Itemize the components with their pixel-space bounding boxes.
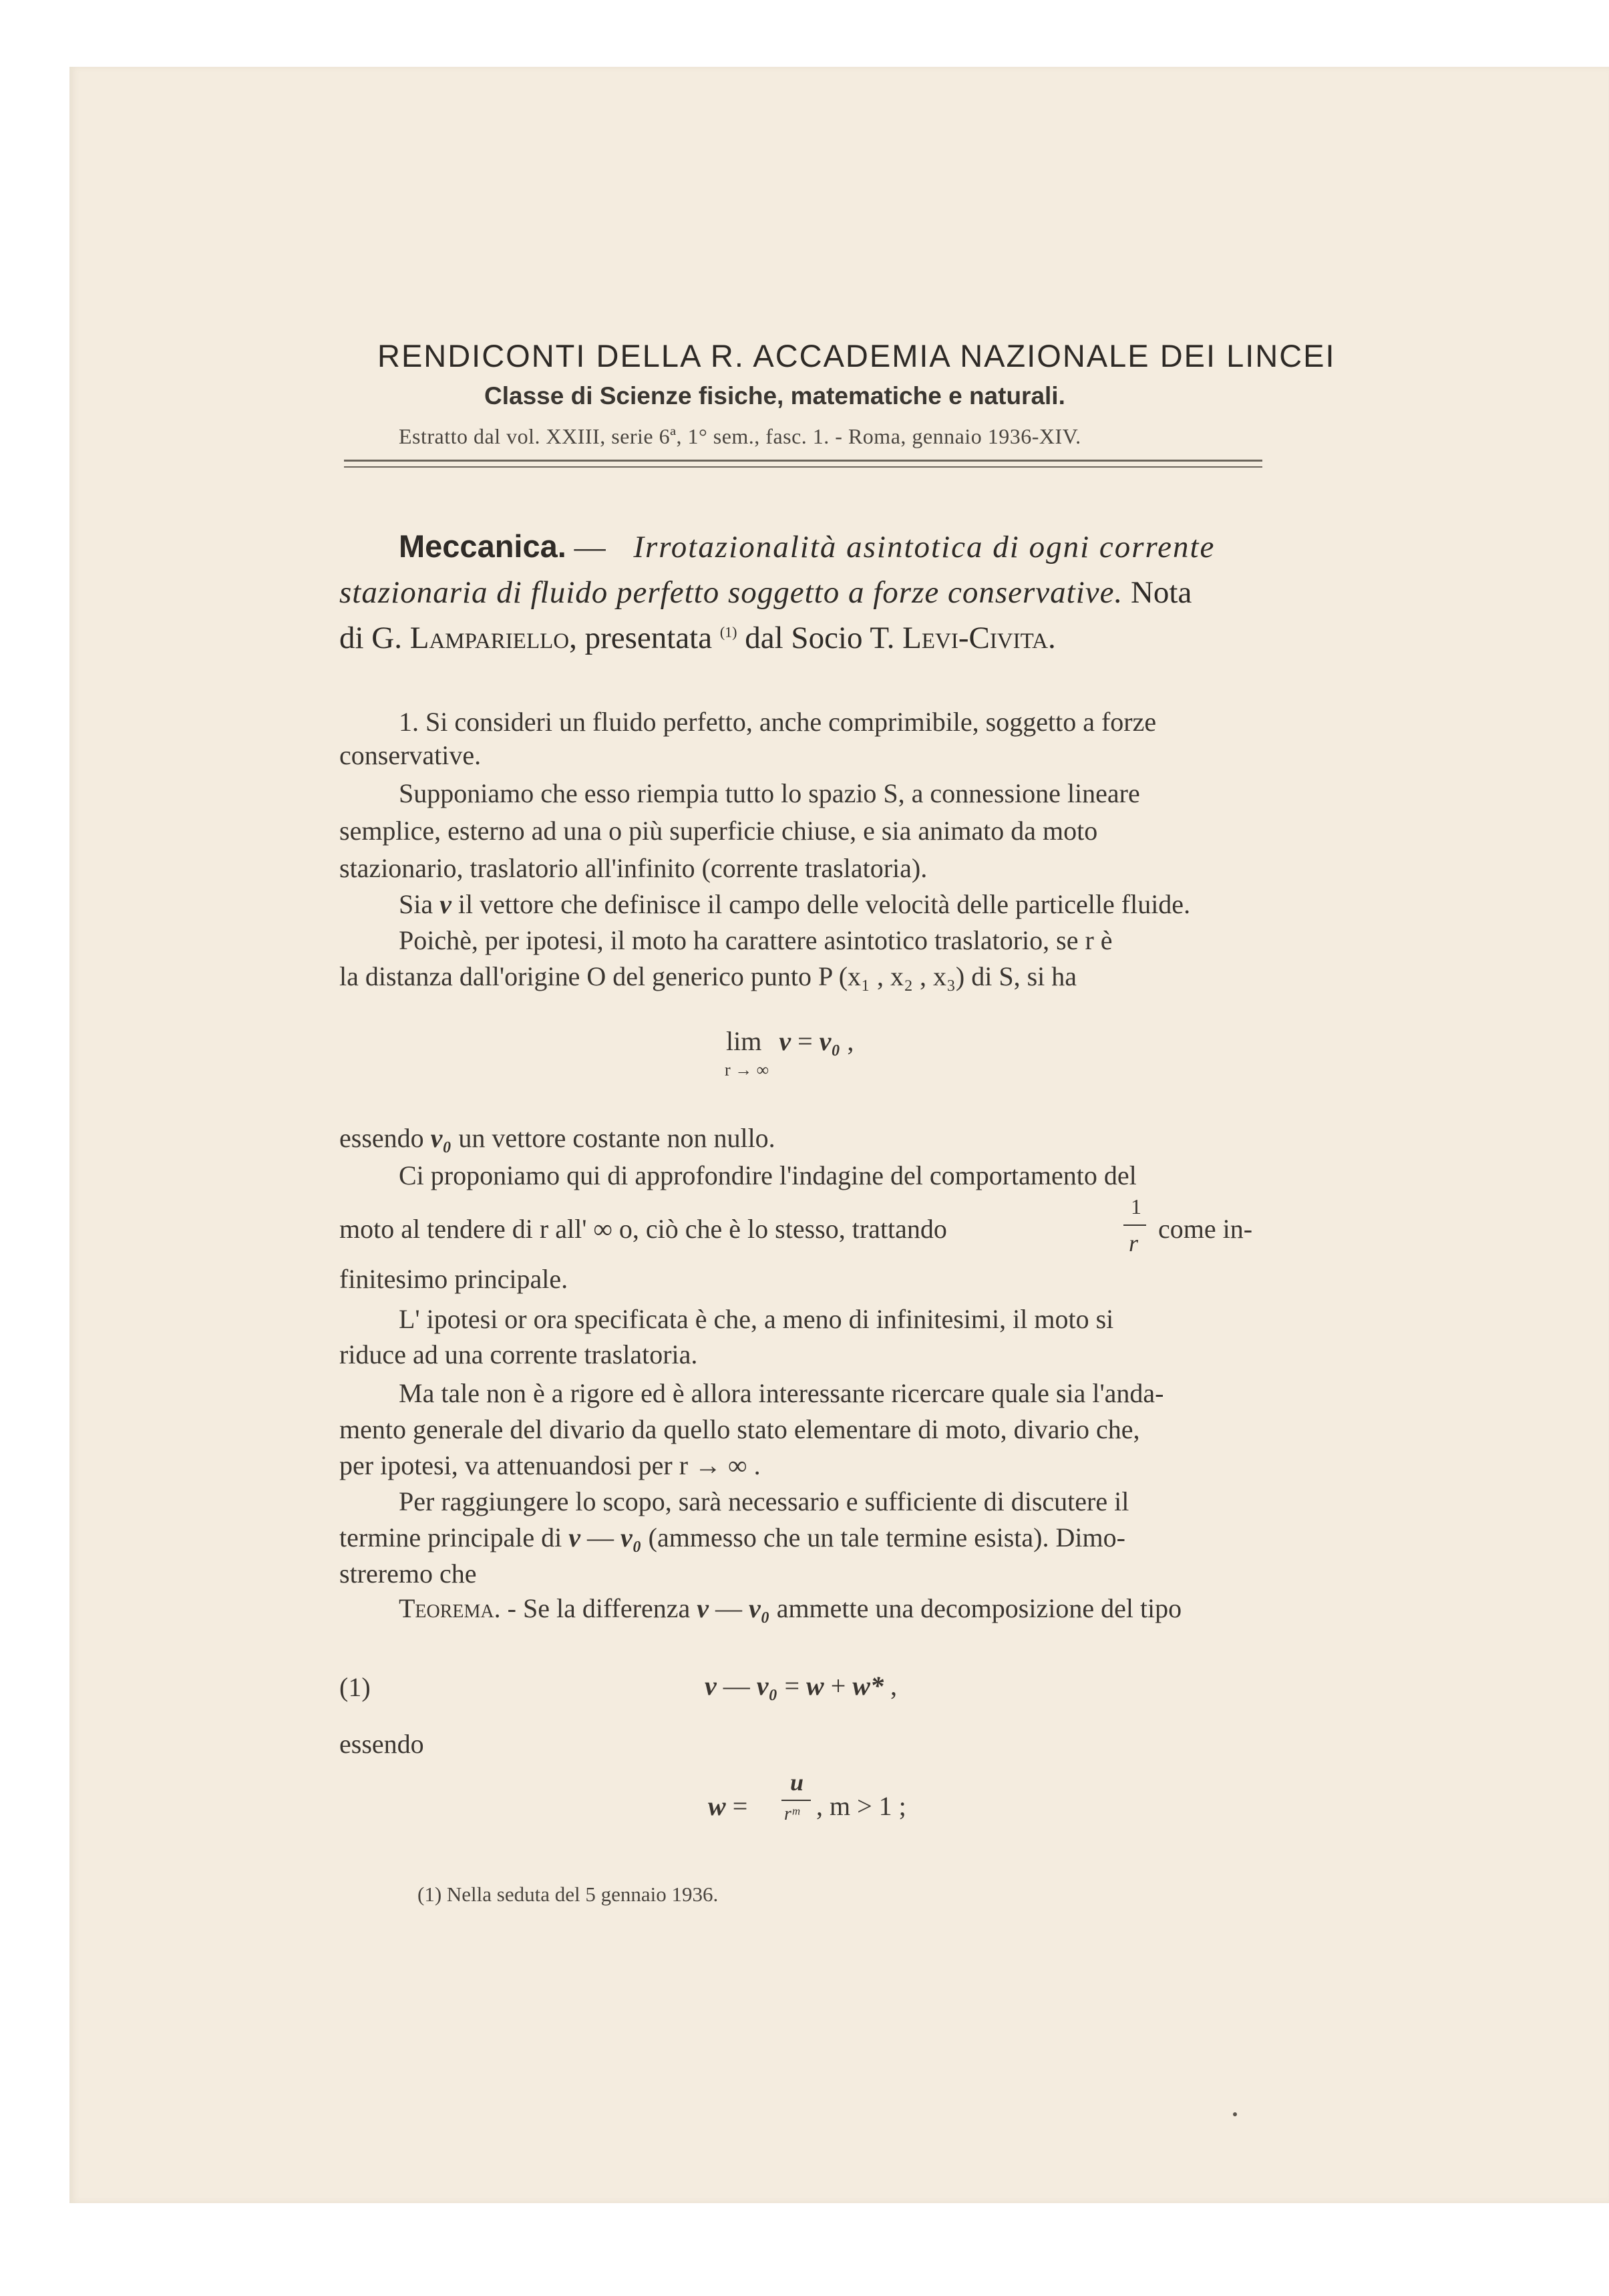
p7-line-2: riduce ad una corrente traslatoria. (339, 1339, 698, 1369)
equation-2-lhs: w = (708, 1791, 748, 1821)
limit-equation: lim v = v₀ , (726, 1026, 854, 1056)
author-name: Lampariello (409, 621, 570, 655)
p1-line-2: conservative. (339, 740, 482, 770)
equation-2-fraction-bar (781, 1800, 811, 1801)
theorem-label: Teorema. (399, 1593, 501, 1623)
title-italic-2: stazionaria di fluido perfetto soggetto a forze conservative. (339, 575, 1123, 610)
p8-line-2: mento generale del divario da quello stato elementare di moto, divario che, (339, 1414, 1140, 1444)
p6-line-3: finitesimo principale. (339, 1264, 568, 1294)
p4-line-1: Poichè, per ipotesi, il moto ha carattere asintotico traslatorio, se r è (399, 925, 1113, 955)
journal-title: RENDICONTI DELLA R. ACCADEMIA NAZIONALE DEI LINCEI (377, 338, 1336, 373)
socio-name: Levi-Civita (902, 621, 1048, 655)
presented-text: , presentata (569, 621, 720, 655)
p9-line-3: streremo che (339, 1559, 477, 1589)
fraction-denominator: r (1129, 1230, 1139, 1257)
p6-line-1: Ci proponiamo qui di approfondire l'indagine del comportamento del (399, 1160, 1137, 1190)
title-line-2 (339, 575, 1192, 611)
title-italic-1: Irrotazionalità asintotica di ogni corrente (633, 530, 1216, 564)
title-line-1 (399, 528, 1215, 565)
p8-line-1: Ma tale non è a rigore ed è allora interessante ricercare quale sia l'anda- (399, 1378, 1164, 1408)
title-nota: Nota (1123, 575, 1192, 610)
p2-line-3: stazionario, traslatorio all'infinito (corrente traslatoria). (339, 853, 928, 883)
socio-text: dal Socio T. (737, 621, 903, 655)
section-label: Meccanica. (399, 528, 566, 564)
header-rule-bottom (344, 466, 1262, 468)
journal-class: Classe di Scienze fisiche, matematiche e naturali. (484, 382, 1065, 409)
p5-line: essendo v₀ un vettore costante non nullo. (339, 1123, 775, 1153)
equation-1: v — v₀ = w + w* , (705, 1671, 897, 1701)
equation-2-condition: , m > 1 ; (816, 1791, 906, 1821)
fraction-numerator: 1 (1131, 1194, 1141, 1218)
p3-line: Sia v il vettore che definisce il campo delle velocità delle particelle fluide. (399, 889, 1191, 919)
p1-line-1: 1. Si consideri un fluido perfetto, anche comprimibile, soggetto a forze (399, 707, 1157, 737)
p8-line-3: per ipotesi, va attenuandosi per r → ∞ . (339, 1450, 761, 1480)
theorem-line: Teorema. - Se la differenza v — v₀ ammette una decomposizione del tipo (399, 1593, 1182, 1623)
speck-mark (1233, 2112, 1237, 2116)
p4-line-2: la distanza dall'origine O del generico punto P (x₁ , x₂ , x₃) di S, si ha (339, 961, 1077, 991)
p2-line-1: Supponiamo che esso riempia tutto lo spazio S, a connessione lineare (399, 778, 1140, 808)
limit-subscript: r → ∞ (725, 1060, 769, 1080)
title-end: . (1047, 621, 1056, 655)
lim-text: lim (726, 1026, 762, 1056)
p7-line-1: L' ipotesi or ora specificata è che, a meno di infinitesimi, il moto si (399, 1304, 1114, 1334)
p6-line-2b: come in- (1158, 1214, 1253, 1244)
footnote-mark: (1) (719, 623, 737, 641)
extract-info: Estratto dal vol. XXIII, serie 6ª, 1° sem., fasc. 1. - Roma, gennaio 1936-XIV. (399, 424, 1081, 448)
equation-2-numerator: u (790, 1769, 804, 1796)
equation-2-denominator: rᵐ (784, 1804, 799, 1824)
title-dash: — (566, 530, 614, 564)
equation-1-label: (1) (339, 1672, 371, 1702)
p2-line-2: semplice, esterno ad una o più superficie chiuse, e sia animato da moto (339, 816, 1098, 846)
header-rule-top (344, 460, 1262, 462)
vector-v0: v₀ (430, 1123, 452, 1153)
title-line-3 (339, 620, 1056, 656)
essendo-label: essendo (339, 1729, 424, 1759)
author-prefix: di G. (339, 621, 410, 655)
footnote: (1) Nella seduta del 5 gennaio 1936. (417, 1882, 719, 1906)
p9-line-2: termine principale di v — v₀ (ammesso che un tale termine esista). Dimo- (339, 1522, 1125, 1552)
vector-v: v (439, 889, 452, 919)
p9-line-1: Per raggiungere lo scopo, sarà necessario e sufficiente di discutere il (399, 1486, 1129, 1516)
p6-line-2a: moto al tendere di r all' ∞ o, ciò che è lo stesso, trattando (339, 1214, 947, 1244)
fraction-bar (1123, 1224, 1146, 1226)
